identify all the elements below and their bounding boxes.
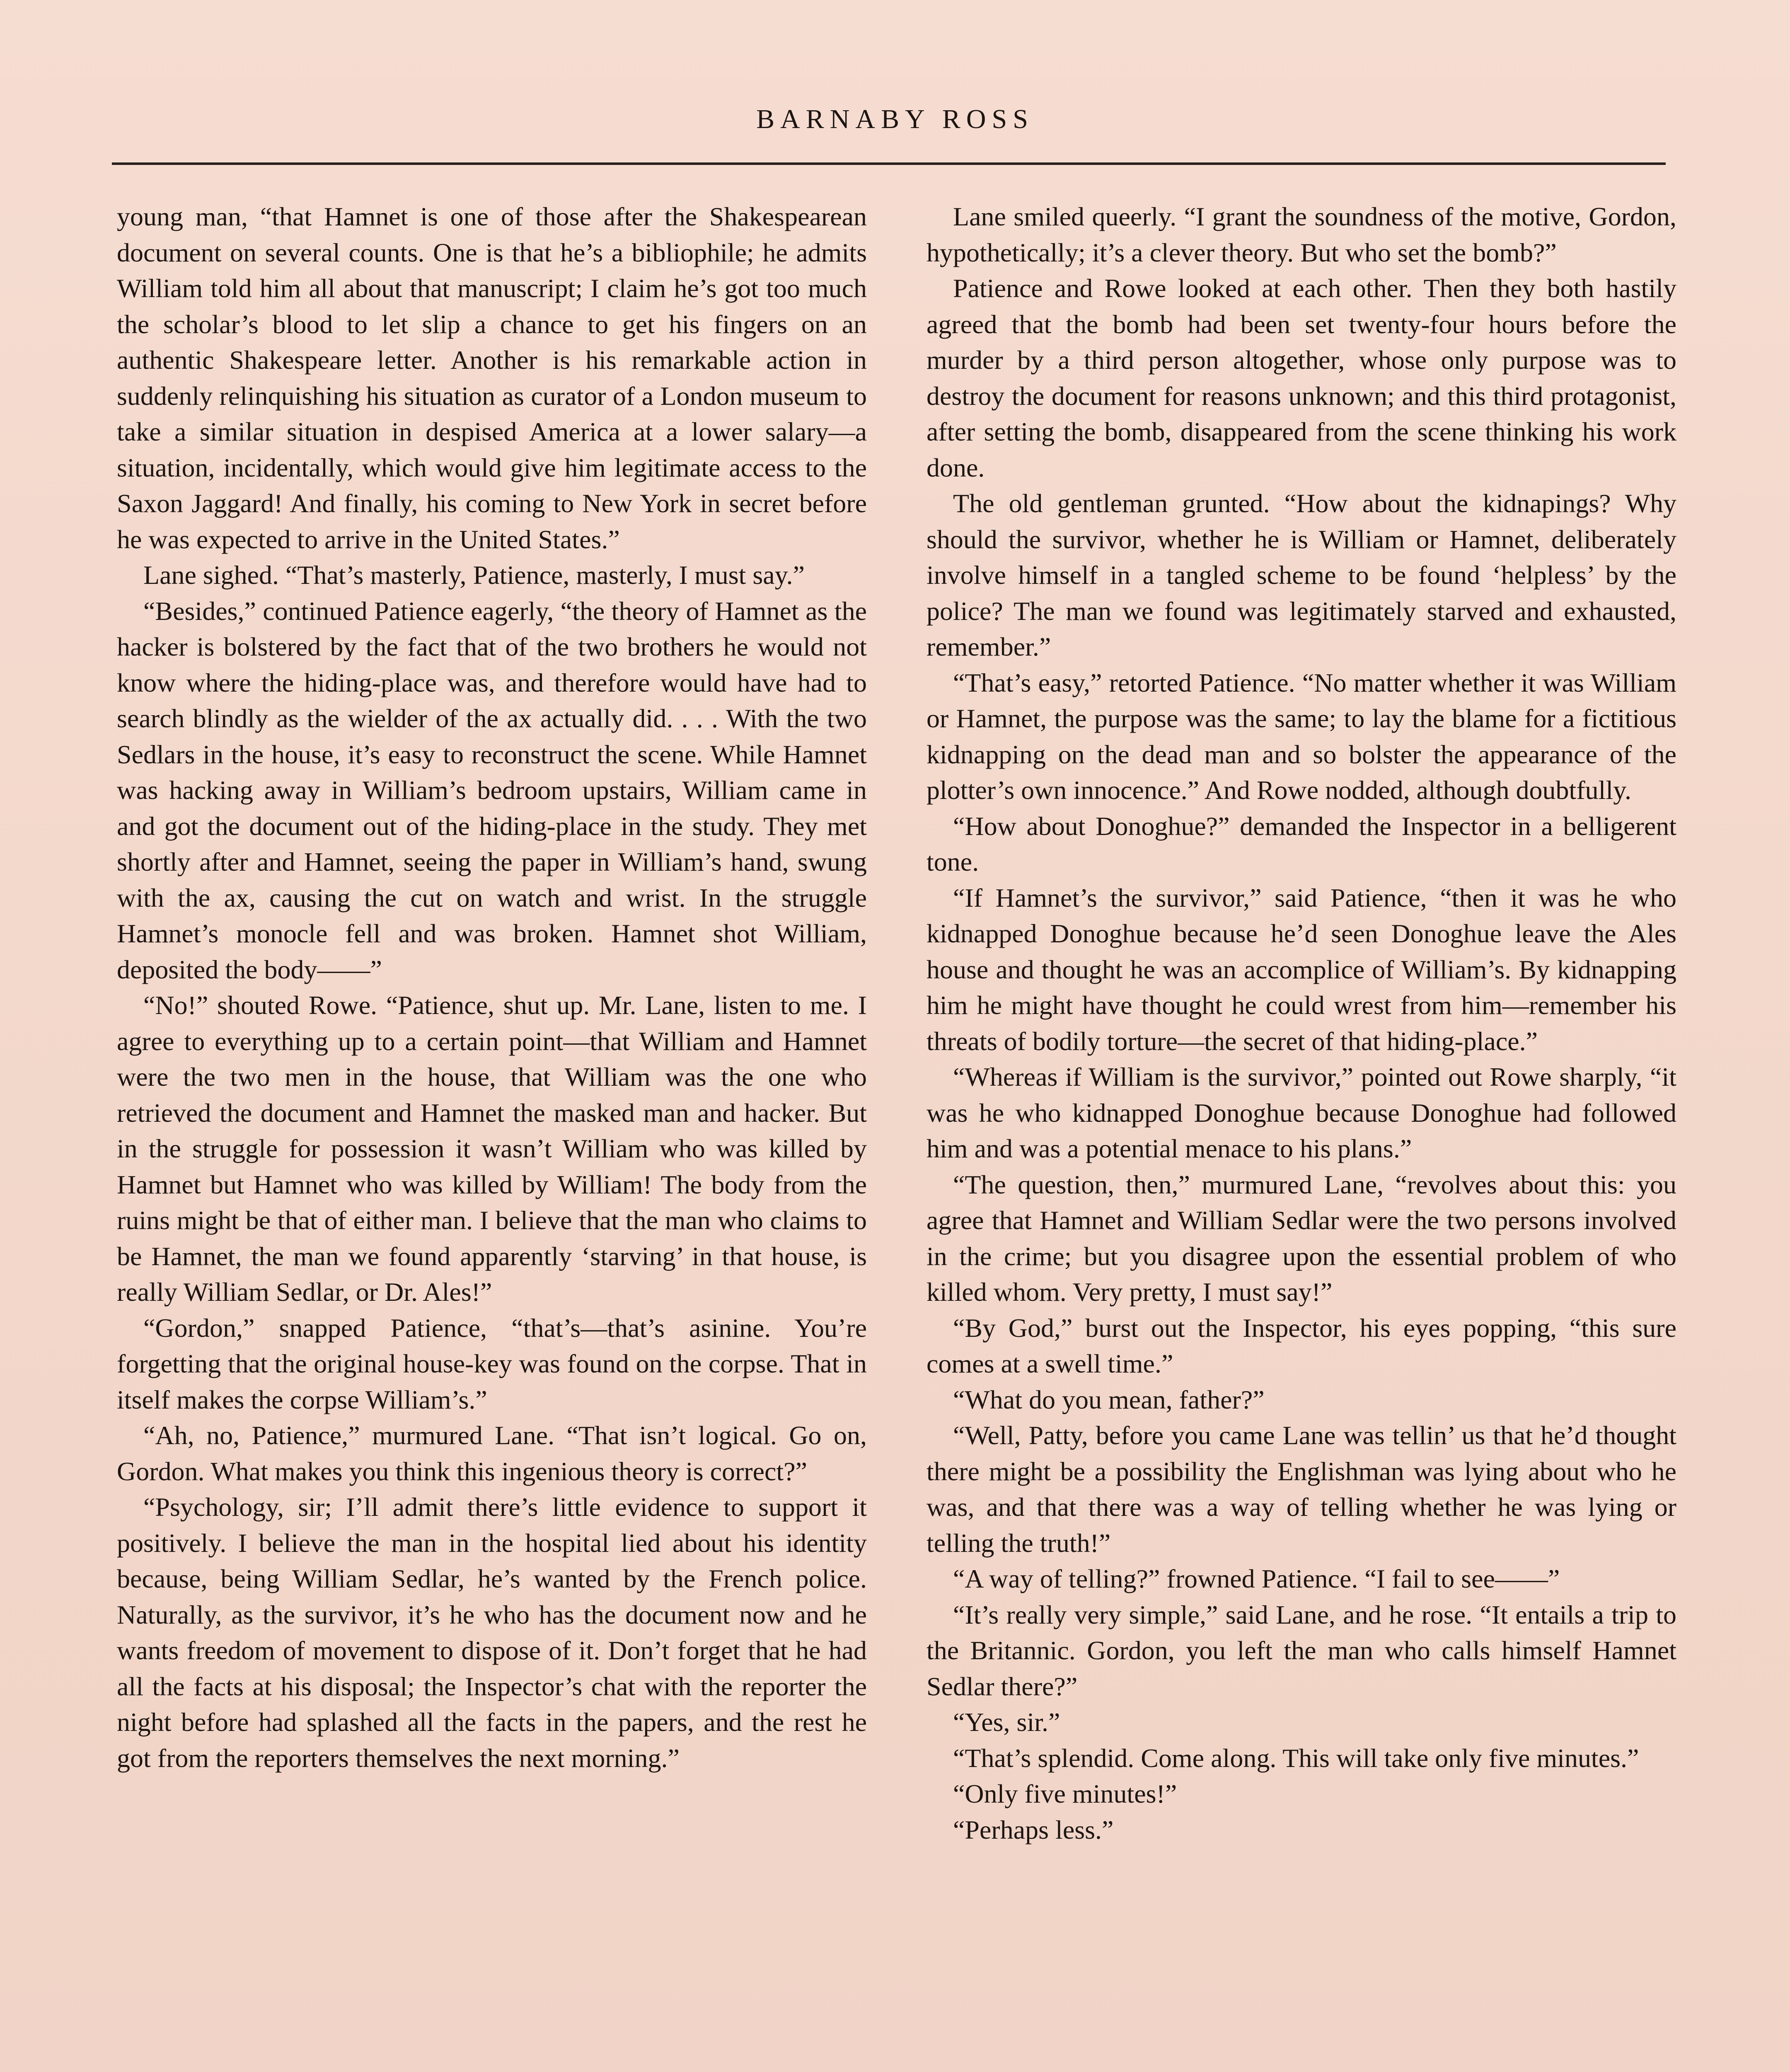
paragraph: “Besides,” continued Patience eagerly, “the theory of Hamnet as the hacker is bolstered by the fact that of the two brothers he would not know where the hiding-place was, and therefore would have had to search blindly as the wielder of the ax actually did. . . . With the two Sedlars in the house, it’s easy to reconstruct the scene. While Hamnet was hacking away in William’s bedroom upstairs, William came in and got the document out of the hiding-place in the study. They met shortly after and Hamnet, seeing the paper in William’s hand, swung with the ax, causing the cut on watch and wrist. In the struggle Hamnet’s monocle fell and was broken. Hamnet shot William, deposited the body——”: [117, 596, 867, 984]
paragraph: “The question, then,” murmured Lane, “revolves about this: you agree that Hamnet and William Sedlar were the two persons involved in the crime; but you disagree upon the essential problem of who killed whom. Very pretty, I must say!”: [926, 1169, 1676, 1307]
paragraph: The old gentleman grunted. “How about the kidnapings? Why should the survivor, whether he is William or Hamnet, deliberately involve himself in a tangled scheme to be found ‘helpless’ by the police? The man we found was legitimately starved and exhausted, remember.”: [926, 489, 1676, 661]
paragraph: “It’s really very simple,” said Lane, and he rose. “It entails a trip to the Britannic. Gordon, you left the man who calls himself Hamnet Sedlar there?”: [926, 1600, 1676, 1701]
paragraph: “By God,” burst out the Inspector, his eyes popping, “this sure comes at a swell time.”: [926, 1313, 1676, 1378]
left-column: [117, 199, 867, 1776]
paragraph: Lane sighed. “That’s masterly, Patience, masterly, I must say.”: [143, 560, 805, 590]
paragraph: “How about Donoghue?” demanded the Inspector in a belligerent tone.: [926, 811, 1676, 876]
paragraph: “What do you mean, father?”: [953, 1385, 1265, 1414]
paragraph: Patience and Rowe looked at each other. Then they both hastily agreed that the bomb had been set twenty-four hours before the murder by a third person altogether, whose only purpose was to destroy the document for reasons unknown; and this third protagonist, after setting the bomb, disappeared from the scene thinking his work done.: [926, 274, 1676, 482]
paragraph: “If Hamnet’s the survivor,” said Patience, “then it was he who kidnapped Donoghue because he’d seen Donoghue leave the Ales house and thought he was an accomplice of William’s. By kidnapping him he might have thought he could wrest from him—remember his threats of bodily torture—the secret of that hiding-place.”: [926, 883, 1676, 1056]
paragraph: “That’s splendid. Come along. This will take only five minutes.”: [953, 1743, 1639, 1773]
paragraph: “Well, Patty, before you came Lane was tellin’ us that he’d thought there might be a possibility the Englishman was lying about who he was, and that there was a way of telling whether he was lying or telling the truth!”: [926, 1421, 1676, 1558]
paragraph: “Gordon,” snapped Patience, “that’s—that’s asinine. You’re forgetting that the original house-key was found on the corpse. That in itself makes the corpse William’s.”: [117, 1313, 867, 1414]
paragraph: “Whereas if William is the survivor,” pointed out Rowe sharply, “it was he who kidnapped Donoghue because Donoghue had followed him and was a potential menace to his plans.”: [926, 1062, 1676, 1163]
paragraph: young man, “that Hamnet is one of those after the Shakespearean document on several counts. One is that he’s a bibliophile; he admits William told him all about that manuscript; I claim he’s got too much the scholar’s blood to let slip a chance to get his fingers on an authentic Shakespeare letter. Another is his remarkable action in suddenly relinquishing his situation as curator of a London museum to take a similar situation in despised America at a lower salary—a situation, incidentally, which would give him legitimate access to the Saxon Jaggard! And finally, his coming to New York in secret before he was expected to arrive in the United States.”: [117, 202, 867, 554]
running-head: BARNABY ROSS: [756, 104, 1034, 134]
header-rule: [112, 162, 1666, 165]
paragraph: “That’s easy,” retorted Patience. “No matter whether it was William or Hamnet, the purpose was the same; to lay the blame for a fictitious kidnapping on the dead man and so bolster the appearance of the plotter’s own innocence.” And Rowe nodded, although doubtfully.: [926, 668, 1676, 805]
paragraph: Lane smiled queerly. “I grant the soundness of the motive, Gordon, hypothetically; it’s a clever theory. But who set the bomb?”: [926, 202, 1676, 267]
paragraph: “Ah, no, Patience,” murmured Lane. “That isn’t logical. Go on, Gordon. What makes you think this ingenious theory is correct?”: [117, 1421, 867, 1486]
paragraph: “No!” shouted Rowe. “Patience, shut up. Mr. Lane, listen to me. I agree to everything up to a certain point—that William and Hamnet were the two men in the house, that William was the one who retrieved the document and Hamnet the masked man and hacker. But in the struggle for possession it wasn’t William who was killed by Hamnet but Hamnet who was killed by William! The body from the ruins might be that of either man. I believe that the man who claims to be Hamnet, the man we found apparently ‘starving’ in that house, is really William Sedlar, or Dr. Ales!”: [117, 990, 867, 1307]
paragraph: “Yes, sir.”: [953, 1707, 1060, 1737]
paragraph: “A way of telling?” frowned Patience. “I fail to see——”: [953, 1564, 1560, 1593]
paragraph: “Perhaps less.”: [953, 1815, 1114, 1844]
right-column: [926, 199, 1676, 1848]
paragraph: “Only five minutes!”: [953, 1779, 1177, 1808]
paragraph: “Psychology, sir; I’ll admit there’s little evidence to support it positively. I believe the man in the hospital lied about his identity because, being William Sedlar, he’s wanted by the French police. Naturally, as the survivor, it’s he who has the document now and he wants freedom of movement to dispose of it. Don’t forget that he had all the facts at his disposal; the Inspector’s chat with the reporter the night before had splashed all the facts in the papers, and the rest he got from the reporters themselves the next morning.”: [117, 1492, 867, 1773]
